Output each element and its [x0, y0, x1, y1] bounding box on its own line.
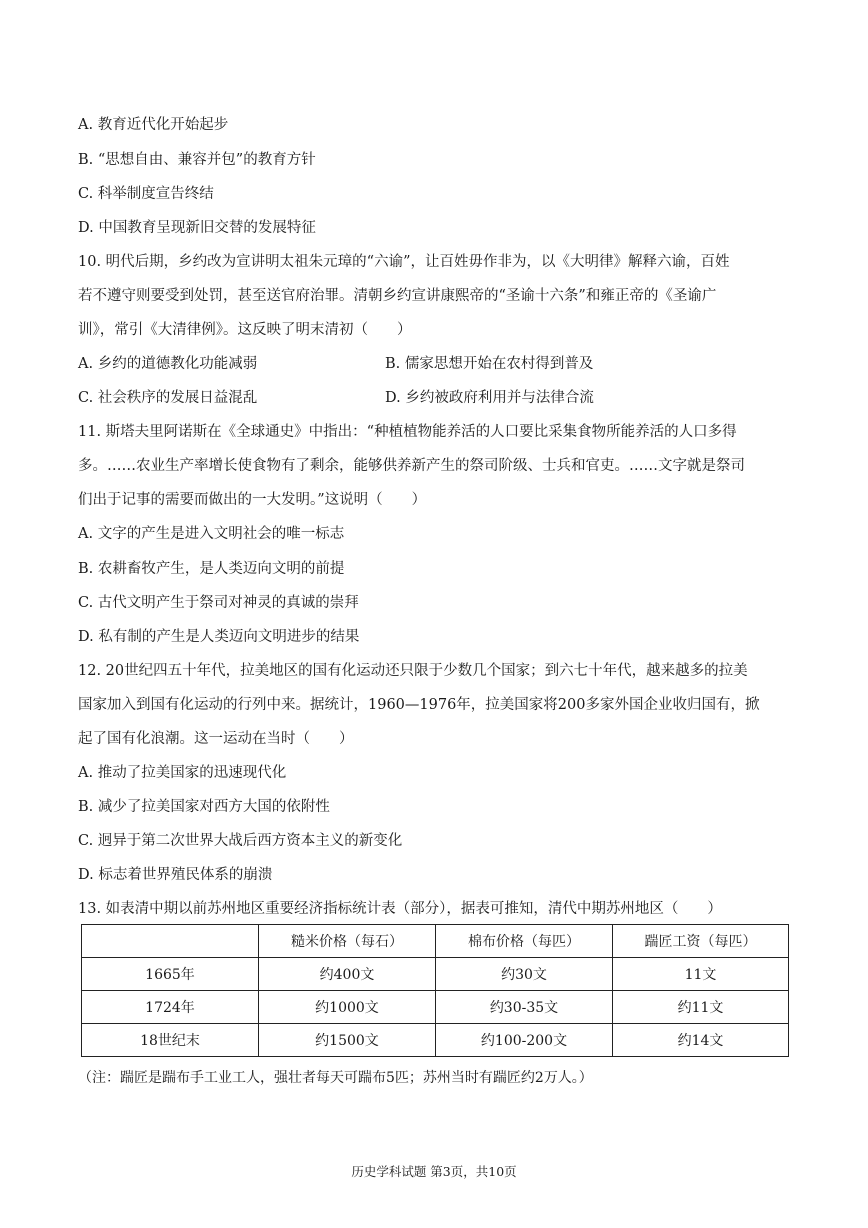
table-row	[82, 958, 789, 991]
table-note: （注：踹匠是踹布手工业工人，强壮者每天可踹布5匹；苏州当时有踹匠约2万人。）	[78, 1070, 593, 1086]
table-cell: 约30文	[436, 958, 613, 991]
q10-option-a: A. 乡约的道德教化功能减弱	[78, 356, 258, 372]
table-header-cell	[82, 925, 259, 958]
table-cell: 约400文	[259, 958, 436, 991]
table-cell: 约14文	[613, 1024, 789, 1057]
q10-stem-line-2: 若不遵守则要受到处罚，甚至送官府治罪。清朝乡约宣讲康熙帝的“圣谕十六条”和雍正帝的《圣谕广	[78, 288, 717, 304]
q10-stem-line-3: 训》，常引《大清律例》。这反映了明末清初（ ）	[78, 322, 412, 338]
page-footer: 历史学科试题 第3页，共10页	[351, 1164, 517, 1179]
table-cell: 1665年	[82, 958, 259, 991]
q10-option-b: B. 儒家思想开始在农村得到普及	[385, 356, 594, 372]
q11-stem-line-1: 11. 斯塔夫里阿诺斯在《全球通史》中指出：“种植植物能养活的人口要比采集食物所能养活的人口多得	[78, 424, 737, 440]
q12-stem-line-1: 12. 20世纪四五十年代，拉美地区的国有化运动还只限于少数几个国家；到六七十年代，越来越多的拉美	[78, 663, 748, 679]
q12-option-a: A. 推动了拉美国家的迅速现代化	[78, 765, 287, 781]
q11-option-a: A. 文字的产生是进入文明社会的唯一标志	[78, 526, 345, 542]
table-cell: 18世纪末	[82, 1024, 259, 1057]
q12-stem-line-2: 国家加入到国有化运动的行列中来。据统计，1960—1976年，拉美国家将200多家外国企业收归国有，掀	[78, 697, 760, 713]
table-cell: 约1000文	[259, 991, 436, 1024]
q12-option-c: C. 迥异于第二次世界大战后西方资本主义的新变化	[78, 833, 403, 849]
table-header-cell: 棉布价格（每匹）	[436, 925, 613, 958]
table-row	[82, 991, 789, 1024]
q9-option-b: B. “思想自由、兼容并包”的教育方针	[78, 152, 316, 168]
q10-option-c: C. 社会秩序的发展日益混乱	[78, 390, 258, 406]
q9-option-a: A. 教育近代化开始起步	[78, 117, 229, 133]
table-cell: 1724年	[82, 991, 259, 1024]
q12-option-b: B. 减少了拉美国家对西方大国的依附性	[78, 799, 330, 815]
table-header-cell: 糙米价格（每石）	[259, 925, 436, 958]
table-header-row	[82, 925, 789, 958]
table-cell: 约30-35文	[436, 991, 613, 1024]
q11-option-b: B. 农耕畜牧产生，是人类迈向文明的前提	[78, 561, 345, 577]
q9-option-c: C. 科举制度宣告终结	[78, 186, 214, 202]
q13-stem: 13. 如表清中期以前苏州地区重要经济指标统计表（部分），据表可推知，清代中期苏州地区（ ）	[78, 901, 722, 917]
table-cell: 约1500文	[259, 1024, 436, 1057]
table-row	[82, 1024, 789, 1057]
q11-stem-line-2: 多。……农业生产率增长使食物有了剩余，能够供养新产生的祭司阶级、士兵和官吏。……文字就是祭司	[78, 458, 745, 474]
q11-stem-line-3: 们出于记事的需要而做出的一大发明。”这说明（ ）	[78, 492, 427, 508]
table-header-cell: 踹匠工资（每匹）	[613, 925, 789, 958]
q9-option-d: D. 中国教育呈现新旧交替的发展特征	[78, 220, 316, 236]
q10-stem-line-1: 10. 明代后期，乡约改为宣讲明太祖朱元璋的“六谕”，让百姓毋作非为，以《大明律》解释六谕，百姓	[78, 254, 730, 270]
q11-option-d: D. 私有制的产生是人类迈向文明进步的结果	[78, 629, 360, 645]
economic-indicators-table	[81, 924, 789, 1057]
table-cell: 11文	[613, 958, 789, 991]
q10-option-d: D. 乡约被政府利用并与法律合流	[385, 390, 594, 406]
q11-option-c: C. 古代文明产生于祭司对神灵的真诚的崇拜	[78, 595, 359, 611]
table-cell: 约100-200文	[436, 1024, 613, 1057]
q12-option-d: D. 标志着世界殖民体系的崩溃	[78, 867, 273, 883]
table-cell: 约11文	[613, 991, 789, 1024]
q12-stem-line-3: 起了国有化浪潮。这一运动在当时（ ）	[78, 731, 354, 747]
